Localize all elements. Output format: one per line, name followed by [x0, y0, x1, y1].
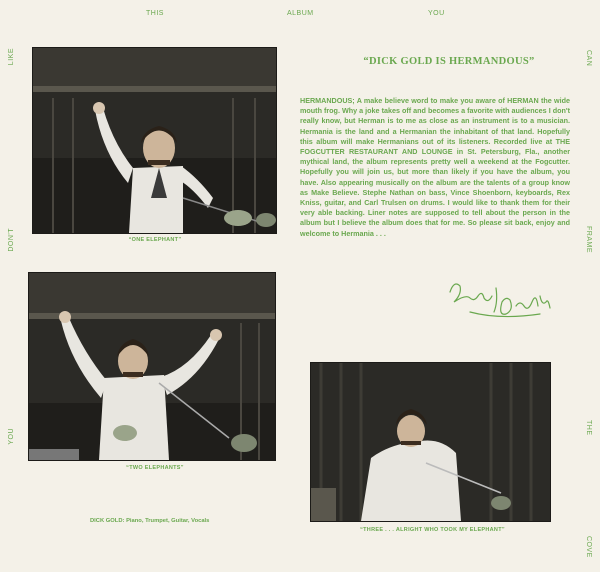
caption-two-elephants: “TWO ELEPHANTS”: [126, 465, 184, 471]
frame-word-can: CAN: [585, 50, 592, 67]
frame-word-like: LIKE: [8, 48, 15, 66]
performer-credits: DICK GOLD: Piano, Trumpet, Guitar, Vocals: [90, 518, 210, 524]
frame-word-frame: FRAME: [585, 226, 592, 253]
photo-three-elephant: [310, 362, 551, 522]
frame-word-album: ALBUM: [287, 10, 314, 17]
frame-word-this: THIS: [146, 10, 164, 17]
frame-word-dont: DON'T: [8, 228, 15, 252]
photo-two-elephants: [28, 272, 276, 461]
frame-word-cove: COVE: [585, 536, 592, 558]
frame-word-you-left: YOU: [8, 428, 15, 445]
caption-three-elephant: “THREE . . . ALRIGHT WHO TOOK MY ELEPHANT”: [360, 527, 505, 533]
photo-one-elephant: [32, 47, 277, 234]
liner-notes: HERMANDOUS; A make believe word to make you aware of HERMAN the wide mouth frog. Why a joke takes off and becomes a favorite with audiences I don't really know, but Herman is to me as close as an instrument is to a musician. Hermania is the land and a Hermanian the inhabitant of that land. Hopefully this album will make Hermanians out of its listeners. Recorded live at THE FOGCUTTER RESTAURANT AND LOUNGE in St. Petersburg, Fla., another mythical land, the album represents pretty well a weekend at the Fogcutter. Hopefully you will join us, but more than likely if you have the album, you have. Also appearing musically on the album are the talents of a group know as Make Believe. Stephe Nathan on bass, Vince Shoenborn, keyboards, Rex Kniss, guitar, and Carl Trulsen on drums. I would like to thank them for their very able backing. Liner notes are supposed to tell about the person in the album but I believe the album does that for me. So please sit back, enjoy and welcome to Hermania . . .: [300, 96, 570, 238]
signature: [440, 272, 560, 327]
headline: “DICK GOLD IS HERMANDOUS”: [363, 56, 535, 67]
frame-word-the: THE: [585, 420, 592, 436]
caption-one-elephant: “ONE ELEPHANT”: [128, 237, 182, 243]
frame-word-you-top: YOU: [428, 10, 445, 17]
